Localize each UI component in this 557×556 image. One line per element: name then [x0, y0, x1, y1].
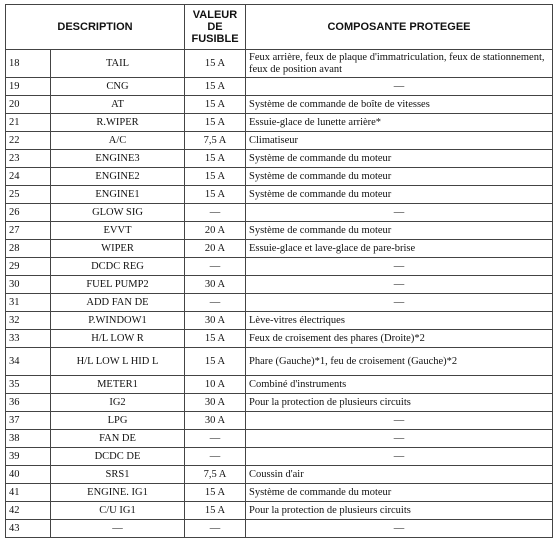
fuse-description-cell: ENGINE. IG1 — [51, 484, 185, 502]
fuse-value-cell: — — [185, 258, 246, 276]
fuse-description-cell: METER1 — [51, 376, 185, 394]
protected-component-cell: Système de commande du moteur — [246, 222, 553, 240]
fuse-value-cell: 30 A — [185, 276, 246, 294]
protected-component-cell: Phare (Gauche)*1, feu de croisement (Gauche)*2 — [246, 348, 553, 376]
table-row — [6, 96, 553, 114]
table-row — [6, 204, 553, 222]
protected-component-cell: — — [246, 276, 553, 294]
protected-component-cell: Pour la protection de plusieurs circuits — [246, 394, 553, 412]
fuse-table — [5, 4, 553, 538]
table-row — [6, 168, 553, 186]
fuse-number-cell: 32 — [6, 312, 51, 330]
fuse-description-cell: FUEL PUMP2 — [51, 276, 185, 294]
fuse-value-cell: — — [185, 294, 246, 312]
fuse-description-cell: FAN DE — [51, 430, 185, 448]
table-row — [6, 466, 553, 484]
fuse-number-cell: 20 — [6, 96, 51, 114]
fuse-value-cell: 30 A — [185, 394, 246, 412]
protected-component-cell: Coussin d'air — [246, 466, 553, 484]
fuse-number-cell: 33 — [6, 330, 51, 348]
protected-component-cell: — — [246, 448, 553, 466]
fuse-value-cell: 15 A — [185, 484, 246, 502]
protected-component-cell: Feux arrière, feux de plaque d'immatriculation, feux de stationnement, feux de position avant — [246, 50, 553, 78]
fuse-number-cell: 31 — [6, 294, 51, 312]
fuse-number-cell: 22 — [6, 132, 51, 150]
fuse-value-cell: 30 A — [185, 412, 246, 430]
protected-component-cell: Combiné d'instruments — [246, 376, 553, 394]
fuse-description-cell: ENGINE2 — [51, 168, 185, 186]
table-row — [6, 448, 553, 466]
fuse-value-cell: — — [185, 520, 246, 538]
fuse-description-cell: R.WIPER — [51, 114, 185, 132]
protected-component-cell: Système de commande du moteur — [246, 168, 553, 186]
table-row — [6, 240, 553, 258]
fuse-description-cell: AT — [51, 96, 185, 114]
fuse-number-cell: 30 — [6, 276, 51, 294]
fuse-number-cell: 41 — [6, 484, 51, 502]
fuse-value-cell: 20 A — [185, 222, 246, 240]
table-row — [6, 222, 553, 240]
protected-component-cell: Essuie-glace et lave-glace de pare-brise — [246, 240, 553, 258]
table-row — [6, 412, 553, 430]
table-row — [6, 520, 553, 538]
fuse-description-cell: DCDC DE — [51, 448, 185, 466]
fuse-value-cell: 7,5 A — [185, 132, 246, 150]
header-description: DESCRIPTION — [6, 5, 185, 50]
protected-component-cell: Pour la protection de plusieurs circuits — [246, 502, 553, 520]
table-row — [6, 78, 553, 96]
fuse-description-cell: H/L LOW L HID L — [51, 348, 185, 376]
fuse-description-cell: LPG — [51, 412, 185, 430]
fuse-value-cell: 20 A — [185, 240, 246, 258]
table-row — [6, 394, 553, 412]
table-header-row — [6, 5, 553, 50]
table-row — [6, 502, 553, 520]
header-valeur-fusible: VALEUR DE FUSIBLE — [185, 5, 246, 50]
fuse-description-cell: H/L LOW R — [51, 330, 185, 348]
fuse-description-cell: ENGINE1 — [51, 186, 185, 204]
fuse-number-cell: 29 — [6, 258, 51, 276]
fuse-number-cell: 27 — [6, 222, 51, 240]
fuse-value-cell: 30 A — [185, 312, 246, 330]
fuse-number-cell: 21 — [6, 114, 51, 132]
protected-component-cell: — — [246, 204, 553, 222]
table-row — [6, 430, 553, 448]
fuse-number-cell: 26 — [6, 204, 51, 222]
protected-component-cell: Système de commande de boîte de vitesses — [246, 96, 553, 114]
protected-component-cell: Lève-vitres électriques — [246, 312, 553, 330]
fuse-value-cell: 15 A — [185, 78, 246, 96]
fuse-number-cell: 43 — [6, 520, 51, 538]
fuse-value-cell: — — [185, 448, 246, 466]
protected-component-cell: Feux de croisement des phares (Droite)*2 — [246, 330, 553, 348]
fuse-number-cell: 36 — [6, 394, 51, 412]
table-row — [6, 330, 553, 348]
fuse-description-cell: C/U IG1 — [51, 502, 185, 520]
table-row — [6, 484, 553, 502]
fuse-number-cell: 23 — [6, 150, 51, 168]
fuse-number-cell: 18 — [6, 50, 51, 78]
fuse-value-cell: 15 A — [185, 114, 246, 132]
fuse-value-cell: 15 A — [185, 50, 246, 78]
fuse-number-cell: 35 — [6, 376, 51, 394]
table-row — [6, 276, 553, 294]
table-row — [6, 258, 553, 276]
fuse-description-cell: IG2 — [51, 394, 185, 412]
protected-component-cell: Système de commande du moteur — [246, 150, 553, 168]
fuse-number-cell: 24 — [6, 168, 51, 186]
fuse-value-cell: 10 A — [185, 376, 246, 394]
fuse-description-cell: CNG — [51, 78, 185, 96]
fuse-number-cell: 42 — [6, 502, 51, 520]
protected-component-cell: Système de commande du moteur — [246, 484, 553, 502]
table-row — [6, 50, 553, 78]
protected-component-cell: — — [246, 78, 553, 96]
fuse-number-cell: 19 — [6, 78, 51, 96]
table-row — [6, 186, 553, 204]
fuse-value-cell: 15 A — [185, 348, 246, 376]
fuse-value-cell: 15 A — [185, 330, 246, 348]
fuse-description-cell: — — [51, 520, 185, 538]
fuse-description-cell: WIPER — [51, 240, 185, 258]
header-composante-protegee: COMPOSANTE PROTEGEE — [246, 5, 553, 50]
fuse-value-cell: 15 A — [185, 502, 246, 520]
table-row — [6, 132, 553, 150]
fuse-description-cell: ENGINE3 — [51, 150, 185, 168]
fuse-number-cell: 25 — [6, 186, 51, 204]
fuse-description-cell: A/C — [51, 132, 185, 150]
protected-component-cell: Système de commande du moteur — [246, 186, 553, 204]
fuse-number-cell: 34 — [6, 348, 51, 376]
fuse-description-cell: GLOW SIG — [51, 204, 185, 222]
fuse-description-cell: SRS1 — [51, 466, 185, 484]
fuse-value-cell: 15 A — [185, 150, 246, 168]
table-row — [6, 114, 553, 132]
fuse-table-body — [6, 50, 553, 538]
fuse-description-cell: EVVT — [51, 222, 185, 240]
fuse-value-cell: 15 A — [185, 186, 246, 204]
fuse-number-cell: 28 — [6, 240, 51, 258]
fuse-value-cell: 15 A — [185, 96, 246, 114]
table-row — [6, 376, 553, 394]
fuse-value-cell: 7,5 A — [185, 466, 246, 484]
fuse-description-cell: P.WINDOW1 — [51, 312, 185, 330]
protected-component-cell: — — [246, 412, 553, 430]
fuse-value-cell: — — [185, 204, 246, 222]
table-row — [6, 348, 553, 376]
protected-component-cell: — — [246, 294, 553, 312]
fuse-description-cell: ADD FAN DE — [51, 294, 185, 312]
fuse-description-cell: DCDC REG — [51, 258, 185, 276]
protected-component-cell: Climatiseur — [246, 132, 553, 150]
protected-component-cell: Essuie-glace de lunette arrière* — [246, 114, 553, 132]
protected-component-cell: — — [246, 520, 553, 538]
protected-component-cell: — — [246, 430, 553, 448]
fuse-description-cell: TAIL — [51, 50, 185, 78]
fuse-value-cell: — — [185, 430, 246, 448]
table-row — [6, 294, 553, 312]
fuse-number-cell: 40 — [6, 466, 51, 484]
fuse-number-cell: 37 — [6, 412, 51, 430]
fuse-number-cell: 39 — [6, 448, 51, 466]
fuse-number-cell: 38 — [6, 430, 51, 448]
protected-component-cell: — — [246, 258, 553, 276]
fuse-value-cell: 15 A — [185, 168, 246, 186]
table-row — [6, 312, 553, 330]
table-row — [6, 150, 553, 168]
